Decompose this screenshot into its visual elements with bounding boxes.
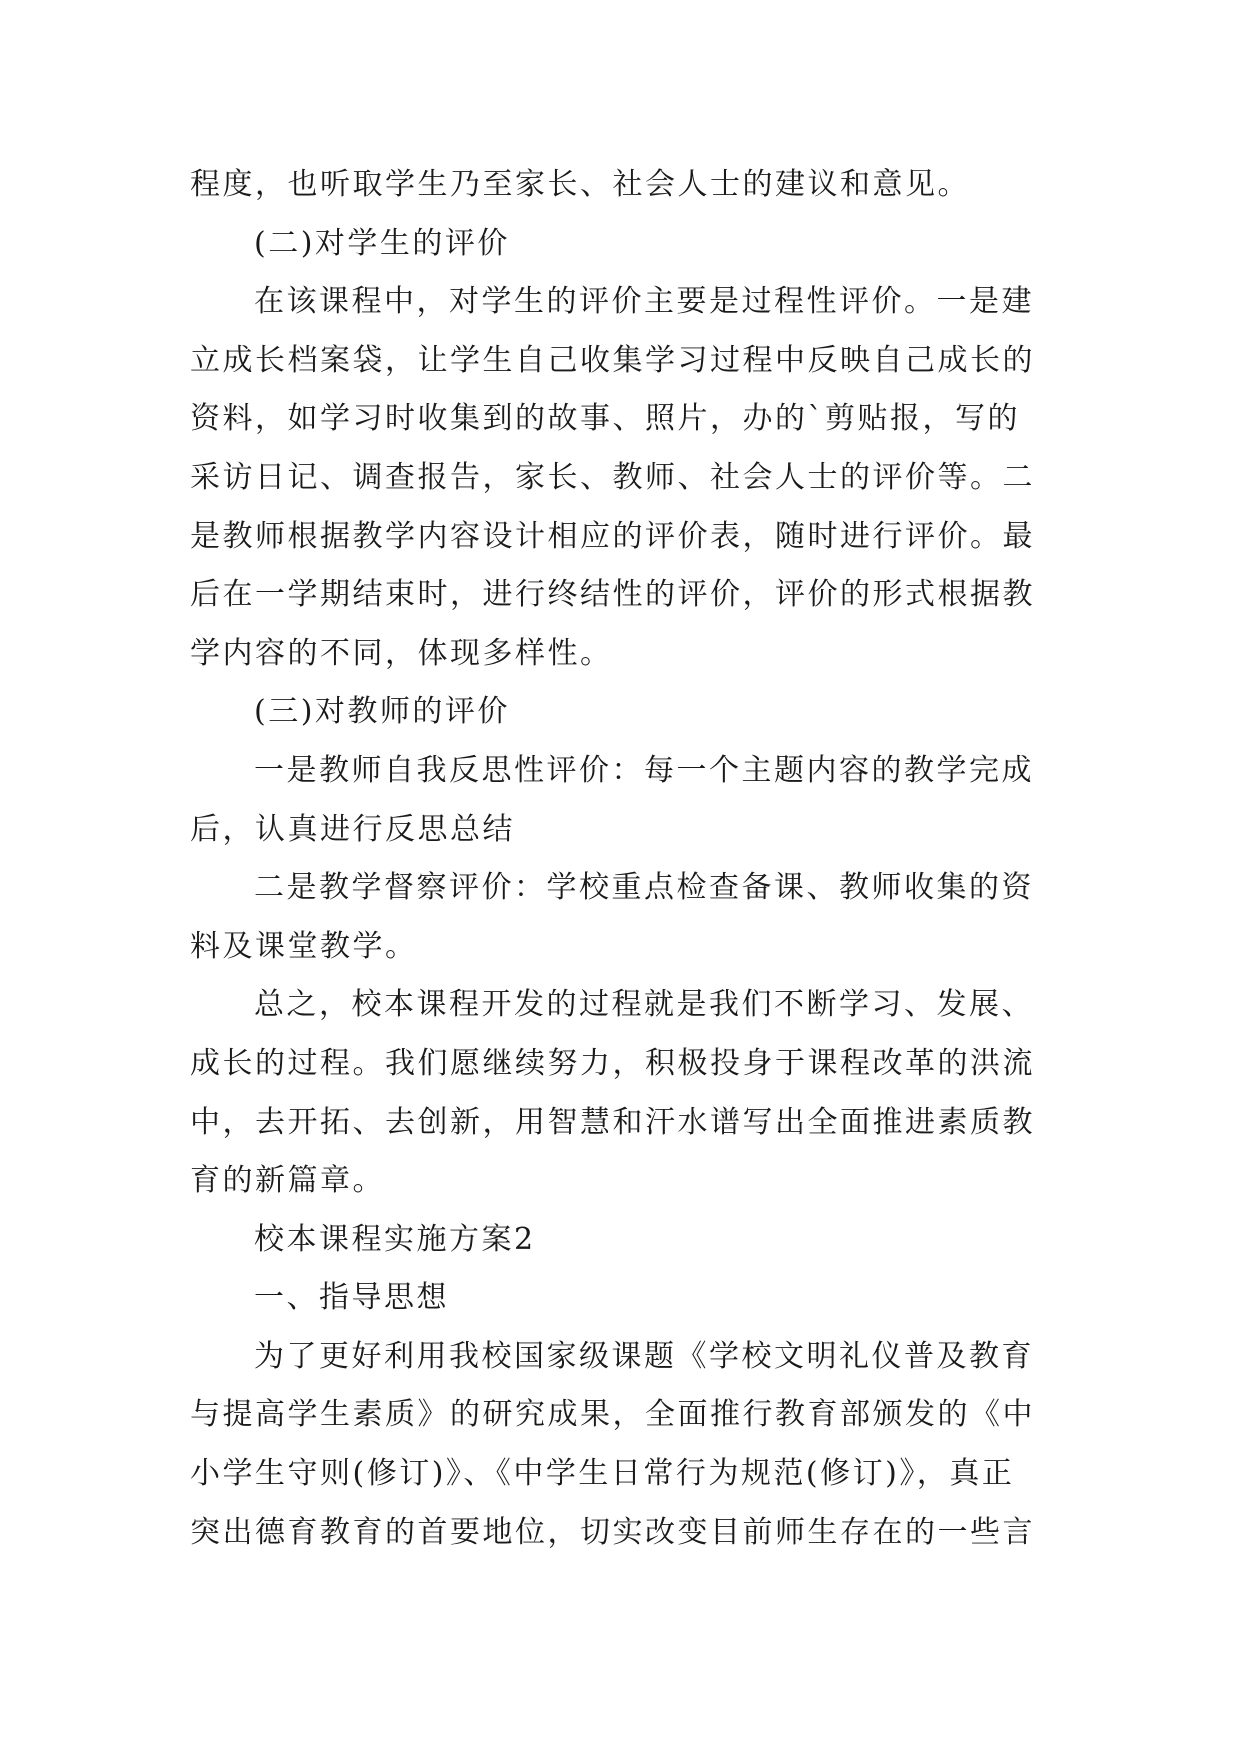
- text-line: 为了更好利用我校国家级课题《学校文明礼仪普及教育: [254, 1338, 1034, 1374]
- text-line: 学内容的不同，体现多样性。: [190, 635, 613, 671]
- text-line: 小学生守则(修订)》、《中学生日常行为规范(修订)》，真正: [190, 1456, 1015, 1492]
- text-line: 料及课堂教学。: [190, 928, 418, 964]
- text-line: 与提高学生素质》的研究成果，全面推行教育部颁发的《中: [190, 1397, 1035, 1433]
- text-line: 突出德育教育的首要地位，切实改变目前师生存在的一些言: [190, 1514, 1035, 1550]
- text-line: 在该课程中，对学生的评价主要是过程性评价。一是建: [254, 284, 1034, 320]
- section-heading: 一、指导思想: [254, 1280, 449, 1316]
- text-line: 立成长档案袋，让学生自己收集学习过程中反映自己成长的: [190, 342, 1035, 378]
- text-line: 后在一学期结束时，进行终结性的评价，评价的形式根据教: [190, 577, 1035, 613]
- text-line: 后，认真进行反思总结: [190, 811, 515, 847]
- text-line: 育的新篇章。: [190, 1163, 385, 1199]
- text-line: 资料，如学习时收集到的故事、照片，办的`剪贴报，写的: [190, 401, 1020, 437]
- text-line: 采访日记、调查报告，家长、教师、社会人士的评价等。二: [190, 459, 1035, 495]
- text-line: 中，去开拓、去创新，用智慧和汗水谱写出全面推进素质教: [190, 1104, 1035, 1140]
- document-title: 校本课程实施方案2: [254, 1221, 536, 1257]
- text-line: 一是教师自我反思性评价：每一个主题内容的教学完成: [254, 752, 1034, 788]
- section-heading: (三)对教师的评价: [254, 694, 510, 730]
- text-line: 程度，也听取学生乃至家长、社会人士的建议和意见。: [190, 167, 970, 202]
- document-body: [190, 156, 1070, 1562]
- section-heading: (二)对学生的评价: [254, 225, 510, 261]
- text-line: 总之，校本课程开发的过程就是我们不断学习、发展、: [254, 987, 1034, 1023]
- text-line: 是教师根据教学内容设计相应的评价表，随时进行评价。最: [190, 518, 1035, 554]
- text-line: 二是教学督察评价：学校重点检查备课、教师收集的资: [254, 870, 1034, 906]
- text-line: 成长的过程。我们愿继续努力，积极投身于课程改革的洪流: [190, 1045, 1035, 1081]
